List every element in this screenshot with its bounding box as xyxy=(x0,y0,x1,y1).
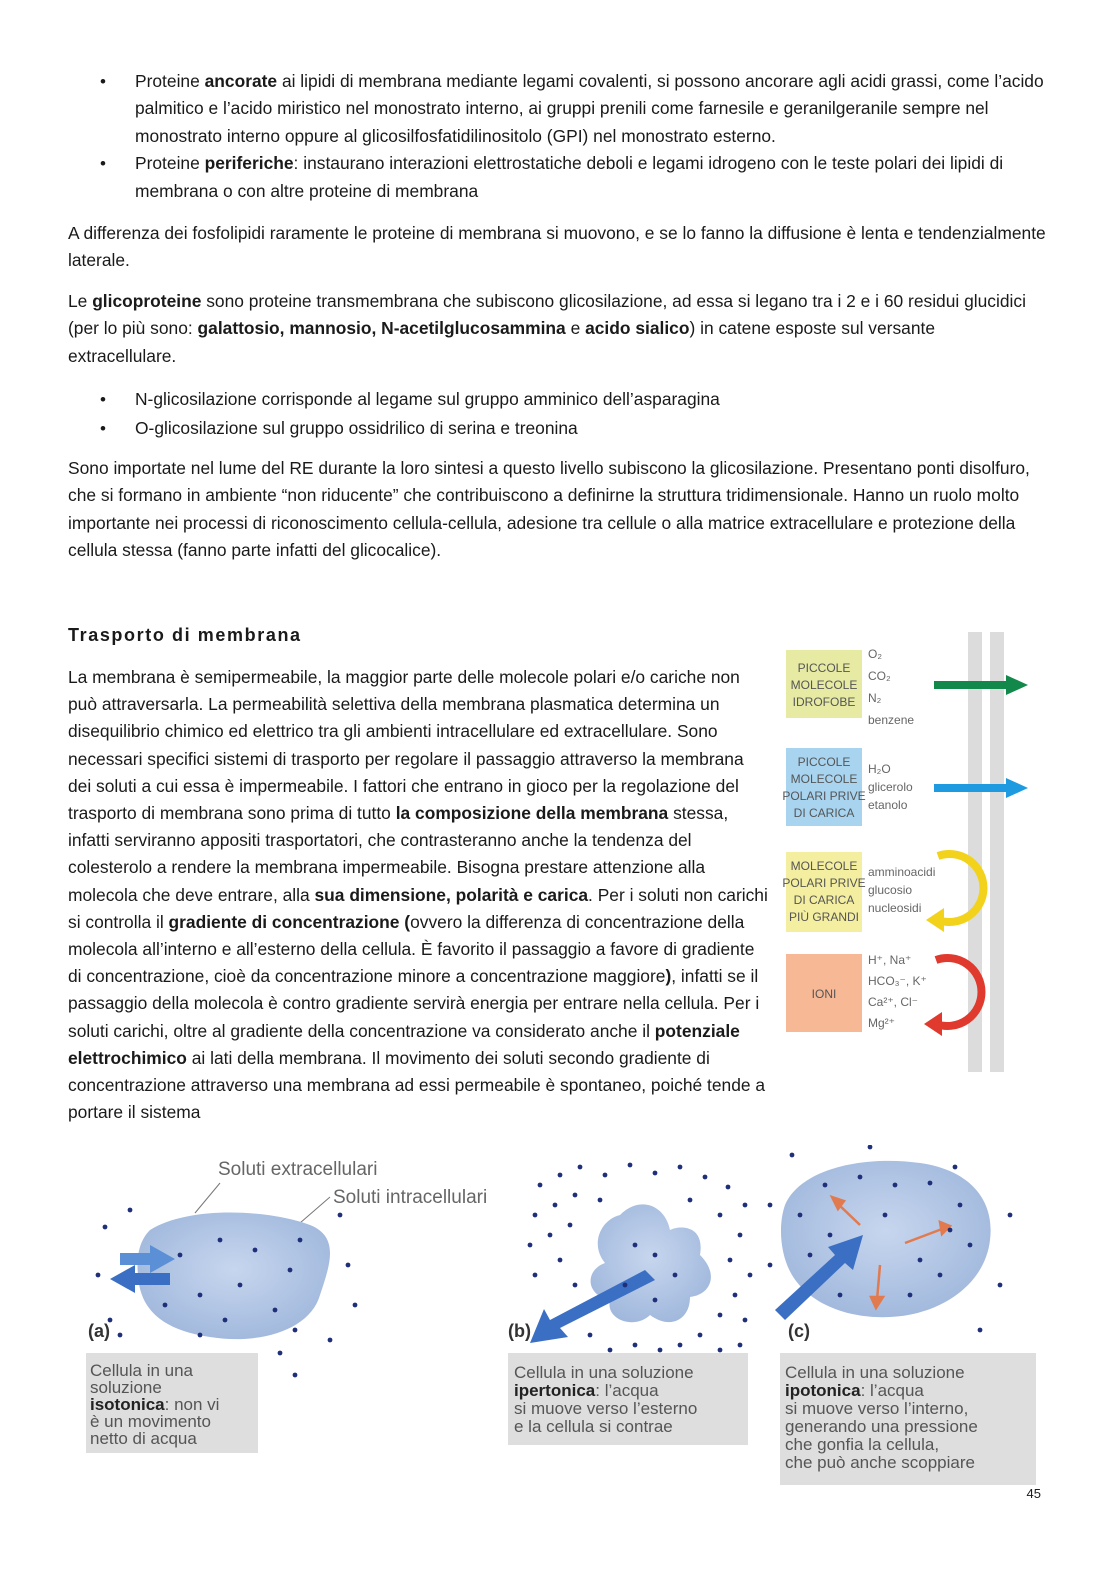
category-label: IONI xyxy=(811,987,837,1001)
bounce-arrow-red-head xyxy=(924,1012,942,1036)
bullets-top xyxy=(68,68,1048,205)
panel-a xyxy=(86,1208,357,1453)
panel-b xyxy=(508,1163,752,1445)
molecule-label: HCO₃⁻, K⁺ xyxy=(868,974,927,988)
section-title: Trasporto di membrana xyxy=(68,625,302,645)
paragraph-diffusion: A differenza dei fosfolipidi raramente le proteine di membrana si muovono, e se lo fanno la diffusione è lenta e tendenzialmente laterale. xyxy=(68,223,1046,271)
molecule-label: glucosio xyxy=(868,883,913,897)
bullet-text: ai lipidi di membrana mediante legami covalenti, si possono ancorare agli acidi grassi, come l’acido palmitico e l’acido miristico nel monostrato interno, ai gruppi prenili come farnesile e geranilgeranile sempre nel monostrato interno oppure al glicosilfosfatidilinositolo (GPI) nel monostrato esterno. xyxy=(135,71,1044,146)
caption-rest: : l’acqua xyxy=(595,1381,659,1400)
caption-line xyxy=(514,1381,659,1400)
caption-line: Cellula in una xyxy=(90,1361,194,1380)
category-label: PICCOLE xyxy=(797,661,851,675)
category-label: MOLECOLE xyxy=(790,859,858,873)
category-label: PICCOLE xyxy=(797,755,851,769)
transport-text-3: . Per i soluti non carichi si controlla il xyxy=(68,884,768,932)
row-ions xyxy=(786,953,981,1036)
caption-line: Cellula in una soluzione xyxy=(785,1363,965,1382)
glyco-bold-3: acido sialico xyxy=(585,318,690,339)
panel-letter: (a) xyxy=(88,1321,110,1341)
list-item xyxy=(68,150,1048,205)
glyco-text-2: sono proteine transmembrana che subiscono glicosilazione, ad essa si legano tra i 2 e i 60 residui glucidici (per lo più sono: xyxy=(68,291,1026,339)
category-label: MOLECOLE xyxy=(790,772,858,786)
transport-text-2: stessa, infatti serviranno appositi trasportatori, che contrasteranno anche la tendenza del colesterolo a rendere la membrana impermeabile. Bisogna prestare attenzione alla molecola che deve entrare, alla xyxy=(68,803,729,905)
caption-rest: : non vi xyxy=(164,1395,220,1414)
molecule-label: Mg²⁺ xyxy=(868,1016,895,1030)
panel-c xyxy=(768,1145,1036,1485)
glyco-bold-1: glicoproteine xyxy=(92,291,202,311)
caption-line: netto di acqua xyxy=(90,1429,197,1448)
transport-bold-2: sua dimensione, polarità e carica xyxy=(314,884,589,905)
label-intracellular: Soluti intracellulari xyxy=(333,1187,488,1208)
list-item: • O-glicosilazione sul gruppo ossidrilico di serina e treonina xyxy=(68,414,1048,443)
caption-line: e la cellula si contrae xyxy=(514,1417,673,1436)
molecule-label: N₂ xyxy=(868,691,882,705)
caption-line xyxy=(785,1381,924,1400)
bullet-text: : instaurano interazioni elettrostatiche deboli e legami idrogeno con le teste polari dei lipidi di membrana o con altre proteine di membrana xyxy=(135,153,1004,201)
transport-bold-5: potenziale elettrochimico xyxy=(68,1020,740,1068)
paragraph-glycoproteins xyxy=(68,288,1048,370)
category-label: POLARI PRIVE xyxy=(782,876,866,890)
category-label: MOLECOLE xyxy=(790,678,858,692)
panel-letter: (b) xyxy=(508,1321,531,1341)
leader-line xyxy=(195,1183,220,1213)
bounce-arrow-yellow-head xyxy=(926,908,944,932)
list-item xyxy=(68,68,1048,150)
paragraph-transport xyxy=(68,664,768,1126)
transport-text-5: , infatti se il passaggio della molecola è contro gradiente servirà energia per entrare nella cellula. Per i soluti carichi, oltre al gradiente della concentrazione va considerato anche il xyxy=(68,966,760,1041)
transport-bold-1: la composizione della membrana xyxy=(395,803,669,824)
permeability-figure xyxy=(778,628,1048,1078)
category-label: DI CARICA xyxy=(793,893,855,907)
bullet-prefix: Proteine xyxy=(135,71,205,91)
category-label: POLARI PRIVE xyxy=(782,789,866,803)
osmosis-figure xyxy=(80,1145,1050,1495)
caption-line: generando una pressione xyxy=(785,1417,978,1436)
molecule-label: H₂O xyxy=(868,762,891,776)
transport-bold-4: ) xyxy=(665,966,672,987)
label-extracellular: Soluti extracellulari xyxy=(218,1159,378,1180)
caption-bold: ipertonica xyxy=(514,1381,596,1400)
molecule-label: CO₂ xyxy=(868,669,891,683)
caption-line: soluzione xyxy=(90,1378,162,1397)
glyco-text-3: e xyxy=(565,318,586,339)
molecule-label: O₂ xyxy=(868,647,882,661)
row-polar-large xyxy=(782,852,983,932)
cell-hypertonic xyxy=(591,1204,711,1322)
caption-bold: ipotonica xyxy=(785,1381,861,1400)
glyco-text-4: ) in catene esposte sul versante extracellulare. xyxy=(68,318,936,366)
glyco-text-1: Le xyxy=(68,291,93,311)
list-item: • N-glicosilazione corrisponde al legame sul gruppo amminico dell’asparagina xyxy=(68,385,1048,414)
molecule-label: Ca²⁺, Cl⁻ xyxy=(868,995,919,1009)
molecule-label: nucleosidi xyxy=(868,901,922,915)
caption-line: che gonfia la cellula, xyxy=(785,1435,940,1454)
caption-line: si muove verso l’esterno xyxy=(514,1399,698,1418)
caption-line: è un movimento xyxy=(90,1412,211,1431)
caption-line: si muove verso l’interno, xyxy=(785,1399,969,1418)
molecule-label: etanolo xyxy=(868,798,908,812)
molecule-label: benzene xyxy=(868,713,915,727)
bullets-glycosylation xyxy=(68,385,1048,443)
caption-line: Cellula in una soluzione xyxy=(514,1363,694,1382)
caption-bold: isotonica xyxy=(90,1395,165,1414)
bullet-prefix: Proteine xyxy=(135,153,205,174)
panel-letter: (c) xyxy=(788,1321,810,1341)
category-label: DI CARICA xyxy=(793,806,855,820)
transport-bold-3: gradiente di concentrazione ( xyxy=(168,911,411,932)
molecule-label: glicerolo xyxy=(868,780,913,794)
bullet-bold: ancorate xyxy=(204,71,278,91)
page-number: 45 xyxy=(1026,1486,1041,1501)
transport-text-4: ovvero la differenza di concentrazione della molecola all’interno e all’esterno della cellula. È favorito il passaggio a favore di gradiente di concentrazione, cioè da concentrazione minore a concentrazione maggiore xyxy=(68,911,755,987)
bullet-bold: periferiche xyxy=(204,153,294,174)
membrane-layer-inner xyxy=(990,632,1004,1072)
paragraph-re: Sono importate nel lume del RE durante la loro sintesi a questo livello subiscono la glicosilazione. Presentano ponti disolfuro, che si formano in ambiente “non riducente” che contribuiscono a definirne la struttura tridimensionale. Hanno un ruolo molto importante nei processi di riconoscimento cellula-cellula, adesione tra cellule o alla matrice extracellulare e protezione della cellula stessa (fanno parte infatti del glicocalice). xyxy=(68,458,1030,561)
caption-rest: : l’acqua xyxy=(860,1381,924,1400)
caption-line: che può anche scoppiare xyxy=(785,1453,975,1472)
molecule-label: H⁺, Na⁺ xyxy=(868,953,912,967)
glyco-bold-2: galattosio, mannosio, N-acetilglucosammina xyxy=(197,318,566,339)
transport-text-1: La membrana è semipermeabile, la maggior parte delle molecole polari e/o cariche non può attraversarla. La permeabilità selettiva della membrana plasmatica determina un disequilibrio chimico ed elettrico tra gli ambienti intracellulare ed extracellulare. Sono necessari specifici sistemi di trasporto per regolare il passaggio attraverso la membrana dei soluti a cui essa è impermeabile. I fattori che entrano in gioco per la regolazione del trasporto di membrana sono prima di tutto xyxy=(68,667,744,824)
category-label: PIÙ GRANDI xyxy=(788,910,860,924)
transport-text-6: ai lati della membrana. Il movimento dei soluti secondo gradiente di concentrazione attraverso una membrana ad essi permeabile è spontaneo, poiché tende a portare il sistema xyxy=(68,1047,766,1123)
molecule-label: amminoacidi xyxy=(868,865,936,879)
category-label: IDROFOBE xyxy=(792,695,856,709)
